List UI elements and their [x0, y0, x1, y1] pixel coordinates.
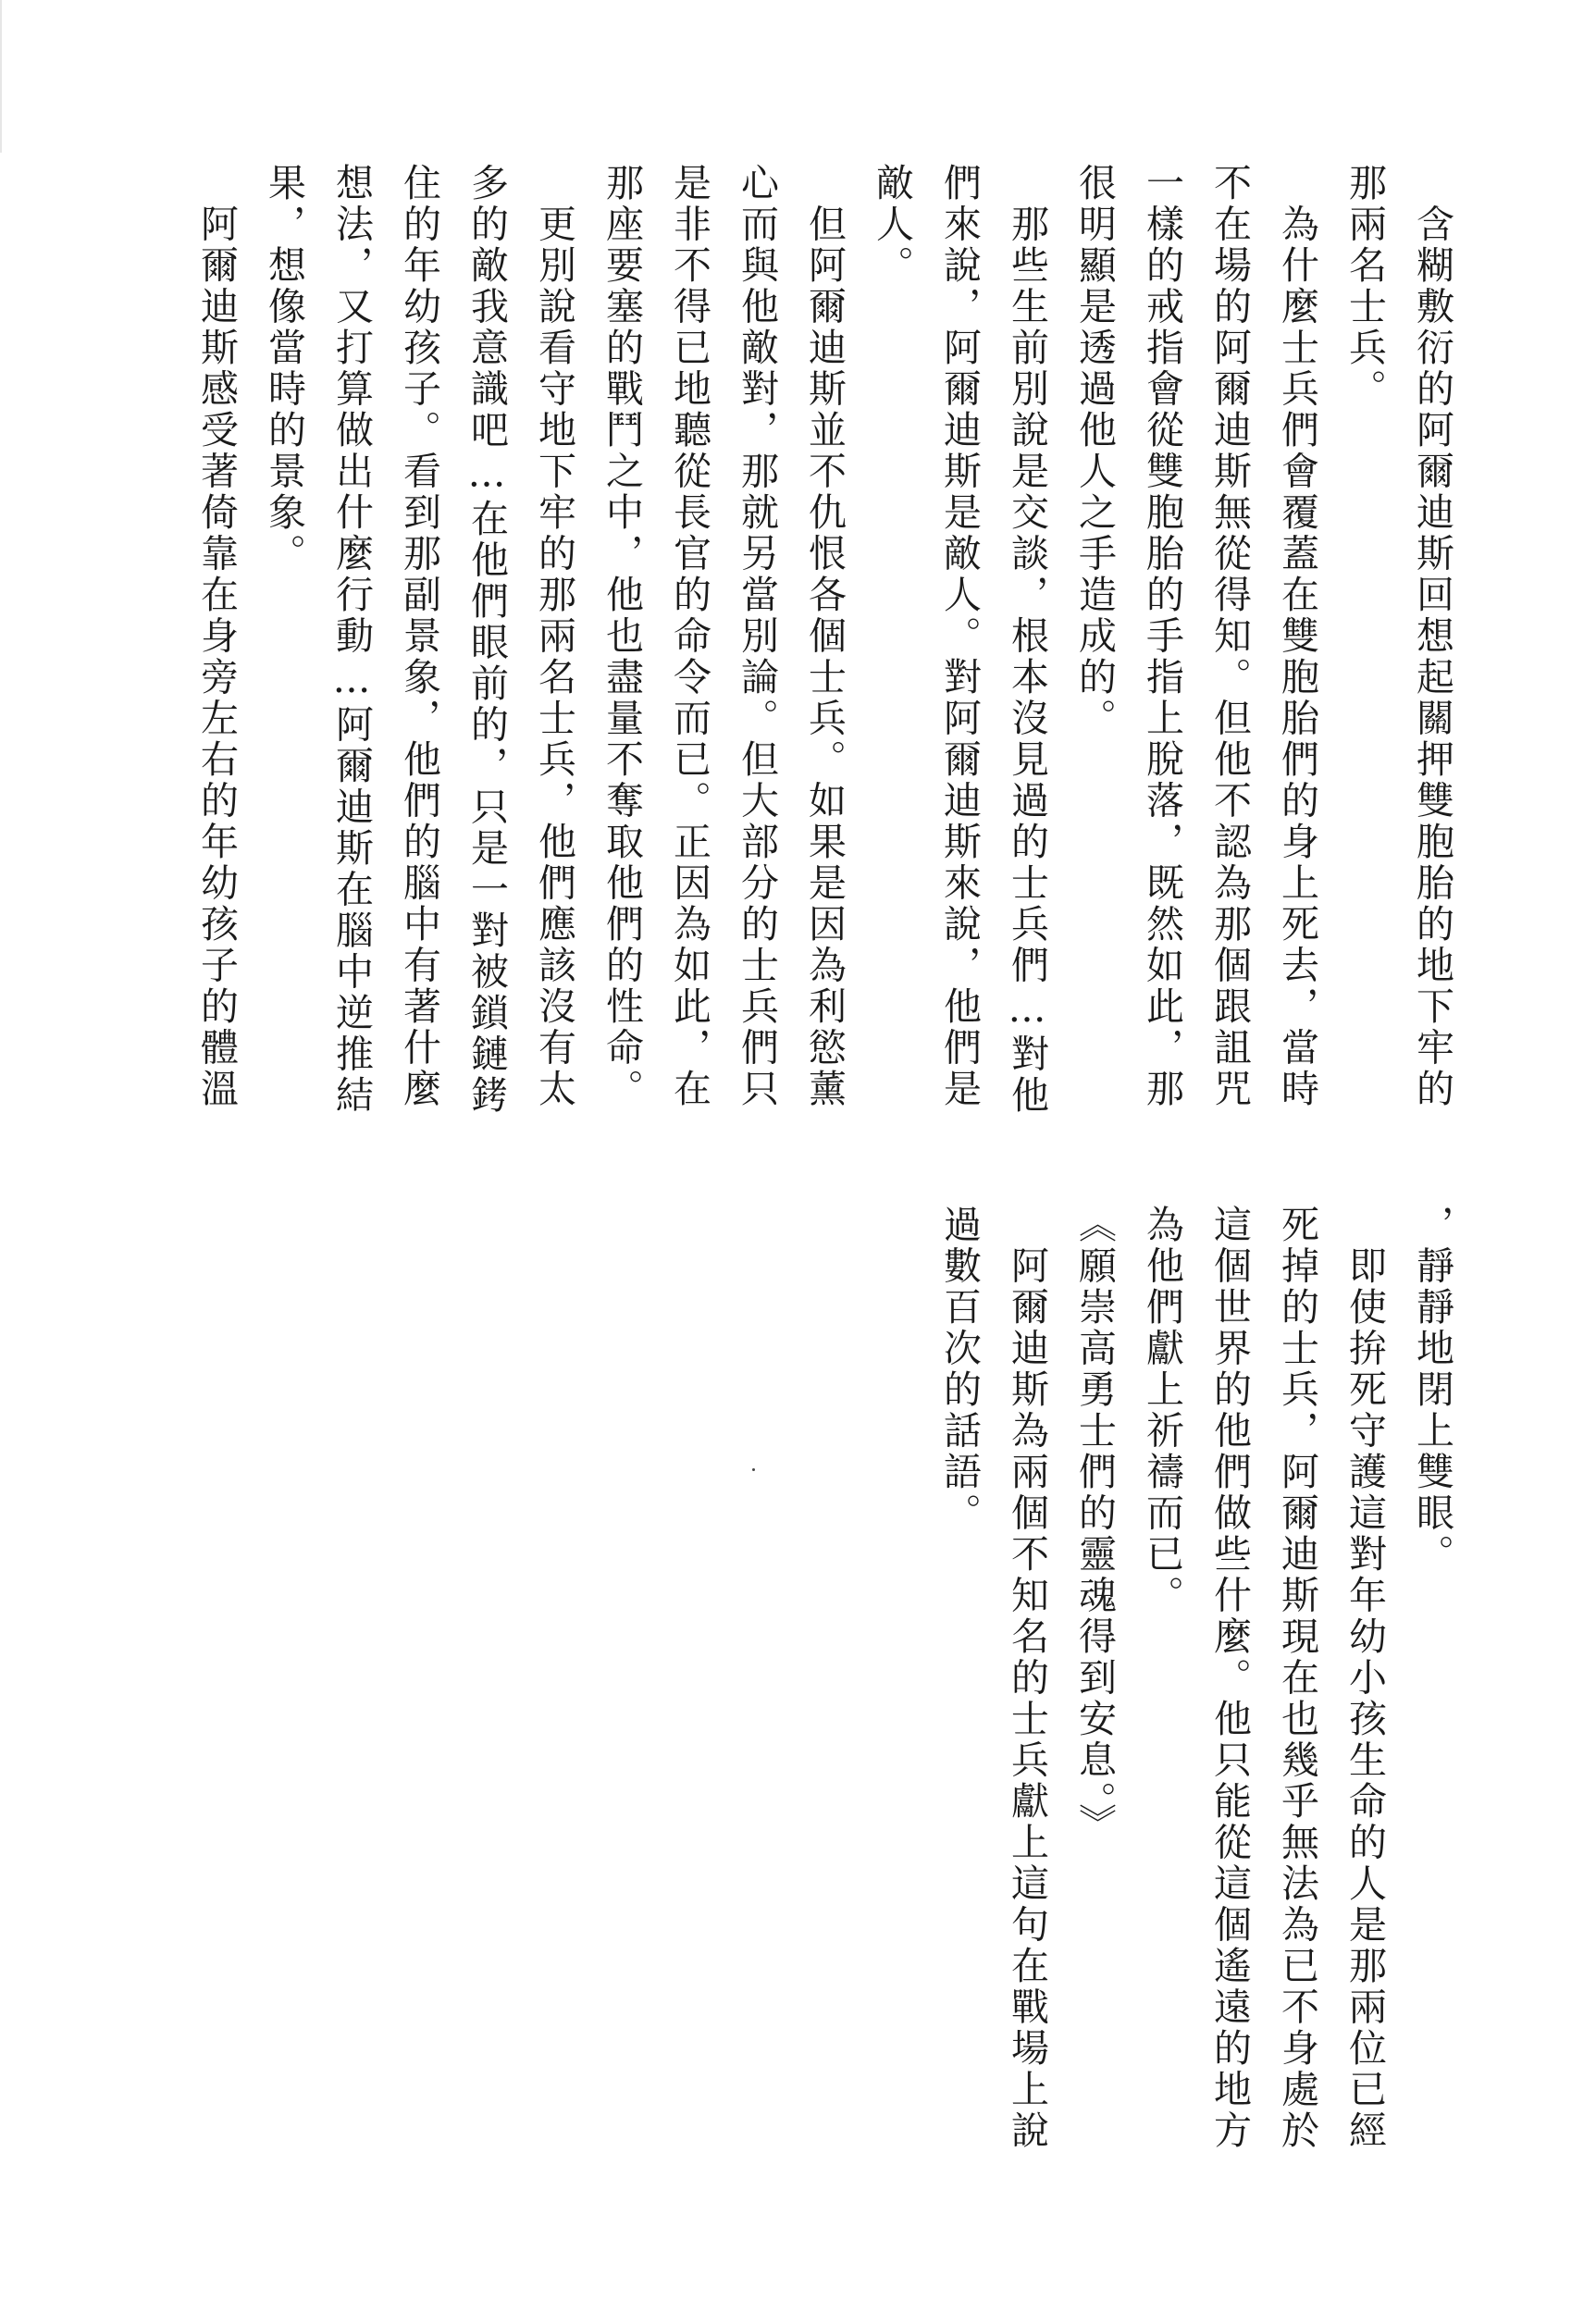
text-column: 一樣的戒指會從雙胞胎的手指上脫落，既然如此，那	[1140, 163, 1184, 1110]
text-column: 多的敵我意識吧…在他們眼前的，只是一對被鎖鏈銬	[464, 163, 509, 1117]
text-column: 很明顯是透過他人之手造成的。	[1072, 163, 1117, 739]
text-column: 阿爾迪斯為兩個不知名的士兵獻上這句在戰場上說	[1005, 1205, 1049, 2152]
text-column: 為他們獻上祈禱而已。	[1140, 1205, 1184, 1616]
scan-speck	[752, 1468, 755, 1471]
text-column: 但阿爾迪斯並不仇恨各個士兵。如果是因為利慾薰	[802, 163, 847, 1110]
text-column: 即使拚死守護這對年幼小孩生命的人是那兩位已經	[1342, 1205, 1387, 2152]
text-column: 為什麼士兵們會覆蓋在雙胞胎們的身上死去，當時	[1275, 163, 1319, 1110]
text-column: 是非不得已地聽從長官的命令而已。正因為如此，在	[667, 163, 711, 1110]
text-column: 含糊敷衍的阿爾迪斯回想起關押雙胞胎的地下牢的	[1410, 163, 1454, 1110]
text-column: 敵人。	[870, 163, 914, 287]
scan-edge-mark	[0, 0, 2, 153]
text-column: 不在場的阿爾迪斯無從得知。但他不認為那個跟詛咒	[1207, 163, 1252, 1110]
text-column: 這個世界的他們做些什麼。他只能從這個遙遠的地方	[1207, 1205, 1252, 2152]
text-column: 《願崇高勇士們的靈魂得到安息。》	[1072, 1205, 1117, 1845]
text-column: 更別說看守地下牢的那兩名士兵，他們應該沒有太	[532, 163, 576, 1110]
text-column: 們來說，阿爾迪斯是敵人。對阿爾迪斯來說，他們是	[937, 163, 982, 1110]
text-column: 果，想像當時的景象。	[262, 163, 306, 575]
text-column: 那座要塞的戰鬥之中，他也盡量不奪取他們的性命。	[600, 163, 644, 1110]
text-column: 那些生前別說是交談，根本沒見過的士兵們…對他	[1005, 163, 1049, 1117]
text-column: 想法，又打算做出什麼行動…阿爾迪斯在腦中逆推結	[329, 163, 374, 1117]
text-column: 那兩名士兵。	[1342, 163, 1387, 410]
text-column: ，靜靜地閉上雙眼。	[1410, 1205, 1454, 1576]
text-column: 阿爾迪斯感受著倚靠在身旁左右的年幼孩子的體溫	[194, 163, 239, 1110]
text-column: 死掉的士兵，阿爾迪斯現在也幾乎無法為已不身處於	[1275, 1205, 1319, 2152]
text-column: 住的年幼孩子。看到那副景象，他們的腦中有著什麼	[397, 163, 441, 1110]
text-column: 心而與他敵對，那就另當別論。但大部分的士兵們只	[735, 163, 779, 1110]
text-column: 過數百次的話語。	[937, 1205, 982, 1534]
